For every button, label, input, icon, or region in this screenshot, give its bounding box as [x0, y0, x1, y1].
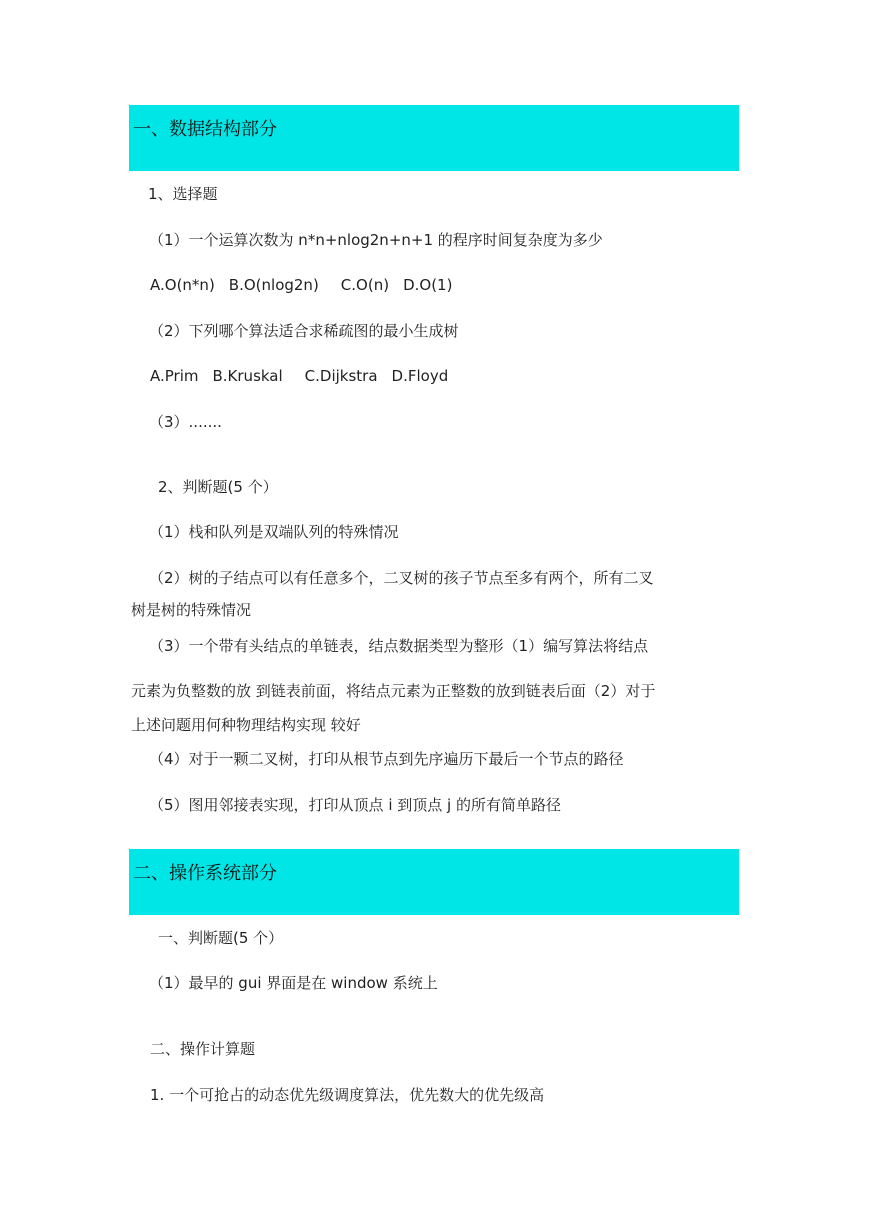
question-1: （1）一个运算次数为 n*n+nlog2n+n+1 的程序时间复杂度为多少 [149, 231, 603, 249]
section-header-data-structures [129, 105, 739, 171]
option-a: A.O(n*n) [150, 276, 215, 294]
choice-heading: 1、选择题 [148, 185, 218, 203]
question-2-options [150, 366, 448, 386]
section-header-operating-systems [129, 849, 739, 915]
os-judge-heading: 一、判断题(5 个） [158, 929, 284, 947]
judge-3-line-3: 上述问题用何种物理结构实现 较好 [131, 716, 361, 734]
option-a: A.Prim [150, 367, 199, 385]
option-c: C.O(n) [340, 276, 390, 294]
judge-1: （1）栈和队列是双端队列的特殊情况 [149, 523, 399, 541]
question-3: （3）....... [149, 413, 222, 431]
judge-heading: 2、判断题(5 个） [158, 478, 278, 496]
judge-5: （5）图用邻接表实现，打印从顶点 i 到顶点 j 的所有简单路径 [149, 796, 561, 814]
option-c: C.Dijkstra [304, 367, 378, 385]
section-title: 一、数据结构部分 [133, 119, 277, 140]
judge-3-line-1: （3）一个带有头结点的单链表，结点数据类型为整形（1）编写算法将结点 [149, 637, 649, 655]
judge-2-line-1: （2）树的子结点可以有任意多个，二叉树的孩子节点至多有两个，所有二叉 [149, 569, 654, 587]
option-b: B.Kruskal [212, 367, 283, 385]
judge-3-line-2: 元素为负整数的放 到链表前面，将结点元素为正整数的放到链表后面（2）对于 [131, 682, 656, 700]
option-b: B.O(nlog2n) [228, 276, 319, 294]
option-d: D.Floyd [391, 367, 449, 385]
os-calc-heading: 二、操作计算题 [150, 1040, 256, 1058]
section-title: 二、操作系统部分 [133, 863, 277, 884]
judge-2-line-2: 树是树的特殊情况 [131, 601, 252, 619]
os-judge-1: （1）最早的 gui 界面是在 window 系统上 [149, 974, 438, 992]
question-1-options [150, 275, 452, 295]
judge-4: （4）对于一颗二叉树，打印从根节点到先序遍历下最后一个节点的路径 [149, 750, 624, 768]
question-2: （2）下列哪个算法适合求稀疏图的最小生成树 [149, 322, 459, 340]
os-calc-1: 1. 一个可抢占的动态优先级调度算法，优先数大的优先级高 [150, 1086, 545, 1104]
option-d: D.O(1) [403, 276, 453, 294]
